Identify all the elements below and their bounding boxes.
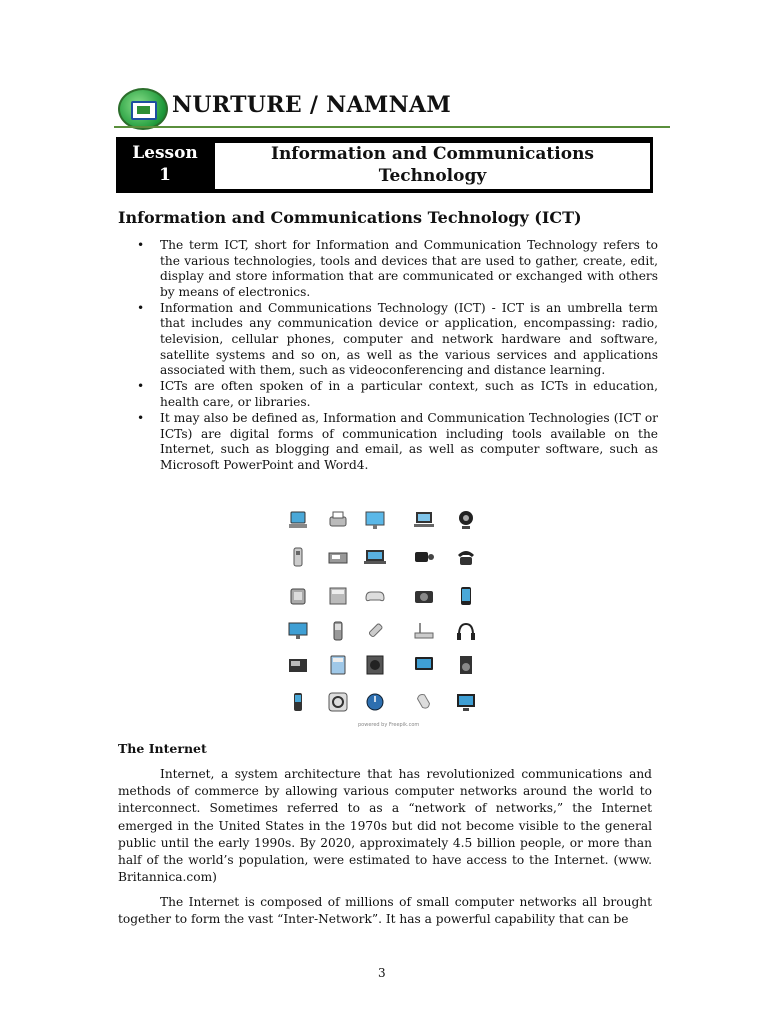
lesson-title-line1: Information and Communications: [271, 144, 594, 164]
bullet-item: • ICTs are often spoken of in a particular context, such as ICTs in education, health care, or libraries.: [118, 379, 658, 410]
headphones-icon: [454, 619, 478, 643]
tablet-screen-icon: [412, 653, 436, 677]
mobile-phone-icon: [286, 690, 310, 714]
lesson-title-line2: Technology: [378, 166, 487, 186]
mp3-player-icon: [326, 619, 350, 643]
printer-icon: [326, 508, 350, 532]
cordless-phone-icon: [286, 545, 310, 569]
calculator-phone-icon: [326, 584, 350, 608]
webcam-icon: [454, 508, 478, 532]
internet-heading: The Internet: [118, 741, 207, 756]
page-header: [116, 86, 672, 130]
header-divider: [114, 126, 670, 128]
bullet-item: • Information and Communications Technology (ICT) - ICT is an umbrella term that includes any communication device or application, encompassing: radio, television, cellular phones, computer and network hardware and software, satellite systems and so on, as well as the various services and applications associated with them, such as videoconferencing and distance learning.: [118, 301, 658, 379]
router-icon: [412, 619, 436, 643]
desktop-tower-icon: [286, 508, 310, 532]
desk-phone-icon: [286, 584, 310, 608]
laptop-open-icon: [363, 545, 387, 569]
computer-screen-icon: [286, 619, 310, 643]
display-monitor-icon: [454, 690, 478, 714]
ict-bullet-list: [118, 238, 658, 474]
internet-paragraph-2: The Internet is composed of millions of small computer networks all brought together to form the vast “Inter-Network”. It has a powerful capability that can be: [118, 895, 652, 927]
ict-devices-illustration: [278, 500, 498, 730]
mouse-icon: [412, 690, 436, 714]
monitor-icon: [363, 508, 387, 532]
section-heading: Information and Communications Technology (ICT): [118, 208, 582, 227]
lesson-label: Lesson: [132, 143, 198, 163]
bullet-item: • The term ICT, short for Information and Communication Technology refers to the various technologies, tools and devices that are used to gather, create, edit, display and store information that are communicated or exchanged with others by means of electronics.: [118, 238, 658, 300]
lesson-title-box: [214, 142, 651, 190]
laptop-icon: [412, 508, 436, 532]
bullet-item: • It may also be defined as, Information and Communication Technologies (ICT or ICTs) are digital forms of communication including tools available on the Internet, such as blogging and email, as well as computer software, such as Microsoft PowerPoint and Word4.: [118, 411, 658, 473]
lesson-number: 1: [159, 165, 171, 185]
nurture-logo-icon: [118, 88, 168, 130]
fax-machine-icon: [326, 545, 350, 569]
camera-icon: [412, 584, 436, 608]
camcorder-icon: [412, 545, 436, 569]
smartphone-icon: [454, 584, 478, 608]
calculator-icon: [326, 653, 350, 677]
power-button-icon: [326, 690, 350, 714]
site-title: NURTURE / NAMNAM: [172, 92, 452, 118]
internet-paragraph-1: Internet, a system architecture that has revolutionized communications and methods of commerce by allowing various computer networks around the world to interconnect. Sometimes referred to as a “network of networks,” the Internet emerged in the United States in the 1970s but did not become visible to the general public until the early 1990s. By 2020, approximately 4.5 billion people, or more than half of the world’s population, were estimated to have access to the Internet. (www. Britannica.com): [118, 767, 652, 885]
lesson-number-box: [121, 142, 209, 188]
image-credit: powered by Freepik.com: [358, 722, 420, 728]
logo-screen: [131, 101, 157, 120]
clock-icon: [363, 690, 387, 714]
usb-drive-icon: [363, 619, 387, 643]
lesson-banner: [116, 137, 653, 193]
speaker-box-icon: [454, 653, 478, 677]
game-controller-icon: [363, 584, 387, 608]
telephone-icon: [454, 545, 478, 569]
page-number: 3: [378, 966, 386, 980]
speaker-icon: [363, 653, 387, 677]
scanner-icon: [286, 653, 310, 677]
